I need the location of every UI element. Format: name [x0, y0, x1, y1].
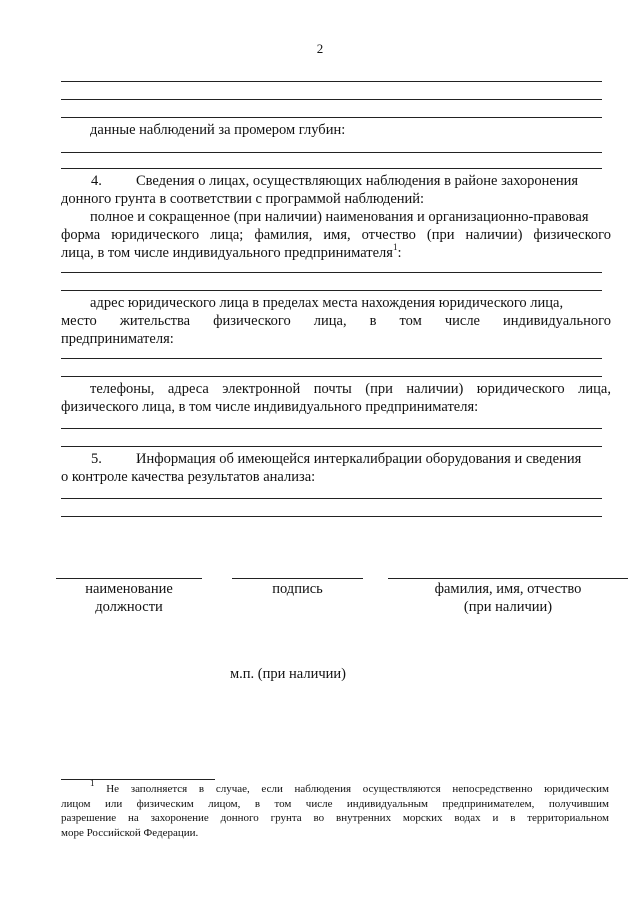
position-label-line1: наименование	[85, 581, 173, 597]
entity-name-line2: форма юридического лица; фамилия, имя, отчество (при наличии) физического	[61, 227, 611, 243]
footnote-marker: 1	[90, 778, 95, 789]
fio-label-line2: (при наличии)	[463, 599, 553, 615]
page-number: 2	[316, 41, 324, 56]
fill-line[interactable]	[61, 290, 602, 291]
fill-line[interactable]	[61, 168, 602, 169]
fill-line[interactable]	[61, 152, 602, 153]
fill-line[interactable]	[61, 428, 602, 429]
fill-line[interactable]	[61, 272, 602, 273]
phones-line2: физического лица, в том числе индивидуального предпринимателя:	[61, 399, 479, 415]
section-5-heading-line2: о контроле качества результатов анализа:	[61, 469, 316, 485]
fio-label-line1: фамилия, имя, отчество	[434, 581, 582, 597]
fill-line[interactable]	[61, 99, 602, 100]
entity-name-line1: полное и сокращенное (при наличии) наименования и организационно-правовая	[90, 209, 589, 225]
fill-line[interactable]	[61, 498, 602, 499]
phones-line1: телефоны, адреса электронной почты (при наличии) юридического лица,	[90, 381, 611, 397]
fill-line[interactable]	[61, 117, 602, 118]
section-4-heading-line2: донного грунта в соответствии с программой наблюдений:	[61, 191, 425, 207]
section-4-heading-line1: Сведения о лицах, осуществляющих наблюдения в районе захоронения	[136, 173, 579, 189]
fill-line[interactable]	[61, 446, 602, 447]
footnote-divider	[61, 779, 215, 780]
depth-data-label: данные наблюдений за промером глубин:	[90, 122, 346, 138]
fill-line[interactable]	[61, 81, 602, 82]
section-5-number: 5.	[91, 451, 102, 467]
signature-label: подпись	[272, 581, 323, 597]
section-4-number: 4.	[91, 173, 102, 189]
footnote-ref: 1	[392, 242, 398, 253]
fill-line[interactable]	[61, 376, 602, 377]
address-line1: адрес юридического лица в пределах места нахождения юридического лица,	[90, 295, 564, 311]
address-line2: место жительства физического лица, в том числе индивидуального	[61, 313, 611, 329]
fill-line[interactable]	[61, 516, 602, 517]
address-line3: предпринимателя:	[61, 331, 174, 347]
section-5-heading-line1: Информация об имеющейся интеркалибрации оборудования и сведения	[136, 451, 582, 467]
fill-line[interactable]	[61, 358, 602, 359]
stamp-label: м.п. (при наличии)	[230, 666, 346, 682]
entity-name-line3: лица, в том числе индивидуального предпринимателя$^1$:	[61, 242, 402, 261]
position-label-line2: должности	[95, 599, 163, 615]
footnote: $^1$ Не заполняется в случае, если наблюдения осуществляются непосредственно юридическим лицом или физическим лицом, в том числе индивидуальным предпринимателем, получившим разрешение на захоронение донного грунта во внутренних морских водах и в территориальном море Российской Федерации.	[61, 778, 609, 839]
